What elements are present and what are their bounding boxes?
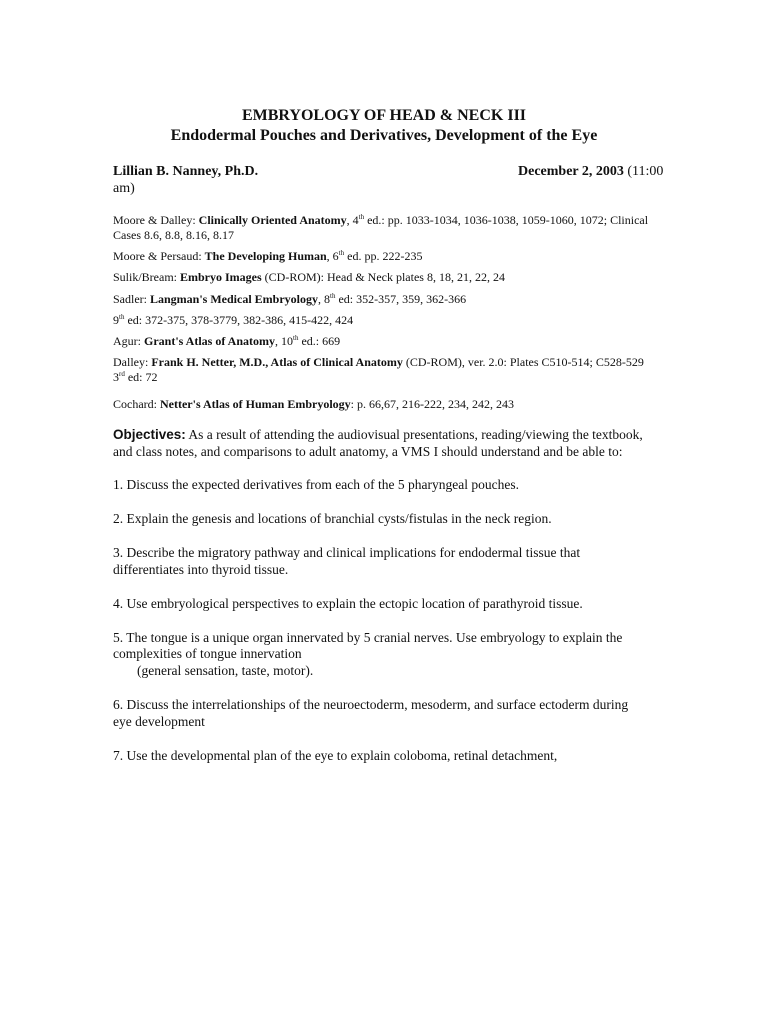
objective-item: 7. Use the developmental plan of the eye to explain coloboma, retinal detachment,: [113, 748, 558, 763]
reference-sadler: [113, 292, 466, 307]
reference-pages: (CD-ROM): Head & Neck plates 8, 18, 21, 22, 24: [261, 270, 505, 284]
reference-moore-persaud: [113, 249, 422, 264]
lecture-time-continued: am): [113, 181, 135, 196]
author-name: Lillian B. Nanney, Ph.D.: [113, 164, 259, 179]
objective-item: 4. Use embryological perspectives to explain the ectopic location of parathyroid tissue.: [113, 596, 583, 611]
objectives-intro-text: As a result of attending the audiovisual presentations, reading/viewing the textbook,: [185, 427, 643, 442]
reference-edition: 3: [113, 370, 119, 384]
reference-edition-suffix: th: [119, 313, 125, 321]
reference-pages: : p. 66,67, 216-222, 234, 242, 243: [350, 397, 514, 411]
reference-author: Moore & Persaud:: [113, 249, 205, 263]
reference-pages: (CD-ROM), ver. 2.0: Plates C510-514; C528-529: [402, 355, 644, 369]
objective-item-continued: differentiates into thyroid tissue.: [113, 562, 289, 577]
reference-edition-suffix: th: [358, 213, 365, 221]
reference-pages: ed.: 669: [298, 334, 341, 348]
reference-book-title: Frank H. Netter, M.D., Atlas of Clinical Anatomy: [151, 355, 403, 369]
reference-dalley-3rd: [113, 370, 158, 385]
reference-book-title: Clinically Oriented Anatomy: [198, 213, 347, 227]
objective-item: 2. Explain the genesis and locations of branchial cysts/fistulas in the neck region.: [113, 511, 552, 526]
lecture-date-line: [518, 164, 663, 180]
reference-edition: , 10: [275, 334, 294, 348]
objective-item-continued: (general sensation, taste, motor).: [137, 663, 314, 678]
reference-book-title: Langman's Medical Embryology: [150, 292, 319, 306]
reference-edition: , 4: [346, 213, 359, 227]
document-subtitle: Endodermal Pouches and Derivatives, Development of the Eye: [170, 127, 598, 144]
reference-sulik-bream: [113, 270, 505, 285]
reference-author: Dalley:: [113, 355, 152, 369]
reference-pages: ed.: pp. 1033-1034, 1036-1038, 1059-1060, 1072; Clinical: [364, 213, 649, 227]
reference-moore-dalley-cases: Cases 8.6, 8.8, 8.16, 8.17: [113, 228, 234, 242]
reference-author: Moore & Dalley:: [113, 213, 199, 227]
lecture-date: December 2, 2003: [518, 164, 624, 179]
reference-author: Cochard:: [113, 397, 160, 411]
reference-pages: ed: 72: [124, 370, 158, 384]
reference-edition-suffix: rd: [119, 370, 125, 378]
reference-edition-suffix: th: [293, 334, 299, 342]
lecture-time: (11:00: [623, 164, 664, 179]
reference-edition: 9: [113, 313, 119, 327]
reference-edition: , 8: [318, 292, 331, 306]
objective-item: 6. Discuss the interrelationships of the neuroectoderm, mesoderm, and surface ectoderm during: [113, 697, 629, 712]
reference-edition: , 6: [326, 249, 339, 263]
reference-pages: ed: 352-357, 359, 362-366: [335, 292, 467, 306]
reference-sadler-9th: [113, 313, 353, 328]
reference-cochard: [113, 397, 514, 412]
reference-book-title: Netter's Atlas of Human Embryology: [160, 397, 351, 411]
reference-book-title: The Developing Human: [204, 249, 327, 263]
reference-book-title: Embryo Images: [180, 270, 262, 284]
objective-item: 1. Discuss the expected derivatives from each of the 5 pharyngeal pouches.: [113, 477, 519, 492]
objectives-intro: [113, 427, 643, 443]
reference-pages: ed. pp. 222-235: [344, 249, 423, 263]
reference-book-title: Grant's Atlas of Anatomy: [144, 334, 276, 348]
objective-item: 5. The tongue is a unique organ innervated by 5 cranial nerves. Use embryology to explain the: [113, 630, 623, 645]
reference-edition-suffix: th: [330, 292, 336, 300]
reference-moore-dalley: [113, 213, 648, 228]
objective-item: 3. Describe the migratory pathway and clinical implications for endodermal tissue that: [113, 545, 581, 560]
document-title: EMBRYOLOGY OF HEAD & NECK III: [241, 107, 527, 124]
reference-author: Sulik/Bream:: [113, 270, 180, 284]
objective-item-continued: complexities of tongue innervation: [113, 646, 302, 661]
reference-edition-suffix: th: [338, 249, 345, 257]
reference-author: Agur:: [113, 334, 144, 348]
objective-item-continued: eye development: [113, 714, 205, 729]
reference-author: Sadler:: [113, 292, 150, 306]
objectives-intro-line2: and class notes, and comparisons to adult anatomy, a VMS I should understand and be able to:: [113, 444, 623, 459]
reference-dalley-netter: [113, 355, 644, 370]
reference-agur: [113, 334, 340, 349]
reference-pages: ed: 372-375, 378-3779, 382-386, 415-422, 424: [124, 313, 354, 327]
objectives-heading: Objectives:: [113, 427, 186, 442]
